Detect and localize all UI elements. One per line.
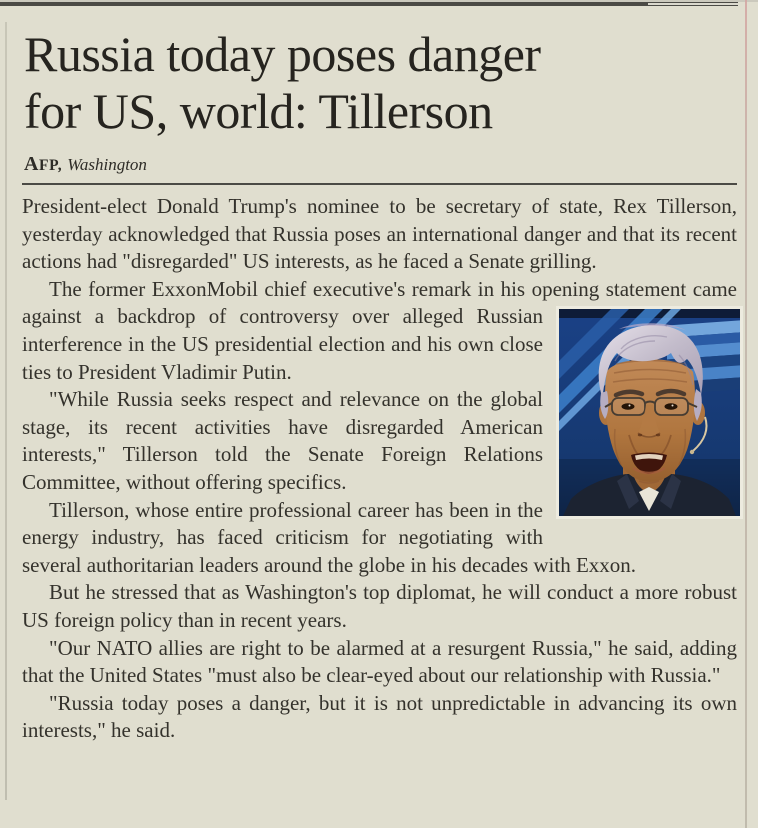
byline — [24, 153, 737, 176]
byline-rule — [22, 183, 737, 185]
byline-location: Washington — [67, 155, 147, 174]
article-paragraph: Tillerson, whose entire professional career has been in the energy industry, has faced criticism for negotiating with several authoritarian leaders around the globe in his decades with Exxon. — [22, 497, 637, 577]
headline — [24, 26, 737, 140]
article-paragraph: "Our NATO allies are right to be alarmed at a resurgent Russia," he said, adding that the United States "must also be clear-eyed about our relationship with Russia." — [22, 635, 737, 688]
byline-agency: AFP, — [24, 153, 63, 175]
paragraph-text-before-photo: The former ExxonMobil chief executive's remark in his opening statement came against a backdrop of controversy over alleged Russian — [22, 276, 737, 329]
headline-line-1: Russia today poses danger — [24, 26, 541, 82]
tillerson-photo — [556, 306, 743, 519]
article-paragraph: "Russia today poses a danger, but it is not unpredictable in advancing its own interests," he said. — [22, 690, 737, 743]
article-paragraph: President-elect Donald Trump's nominee to be secretary of state, Rex Tillerson, yesterday acknowledged that Russia poses an international danger and that its recent actions had "disregarded" US interests, as he faced a Senate grilling. — [22, 194, 737, 274]
headline-line-2: for US, world: Tillerson — [24, 83, 493, 139]
article-paragraph: But he stressed that as Washington's top diplomat, he will conduct a more robust US foreign policy than in recent years. — [22, 580, 737, 632]
article-body — [22, 193, 737, 745]
article-paragraph: "While Russia seeks respect and relevance on the global stage, its recent activities have disregarded American interests," Tillerson told the Senate Foreign Relations Committee, without offering specifics. — [22, 387, 543, 494]
article-paragraph — [22, 276, 737, 386]
tillerson-portrait-illustration — [559, 309, 740, 516]
paragraph-text-after-photo: interference in the US presidential election and his own close ties to President Vladimir Putin. — [22, 331, 543, 384]
